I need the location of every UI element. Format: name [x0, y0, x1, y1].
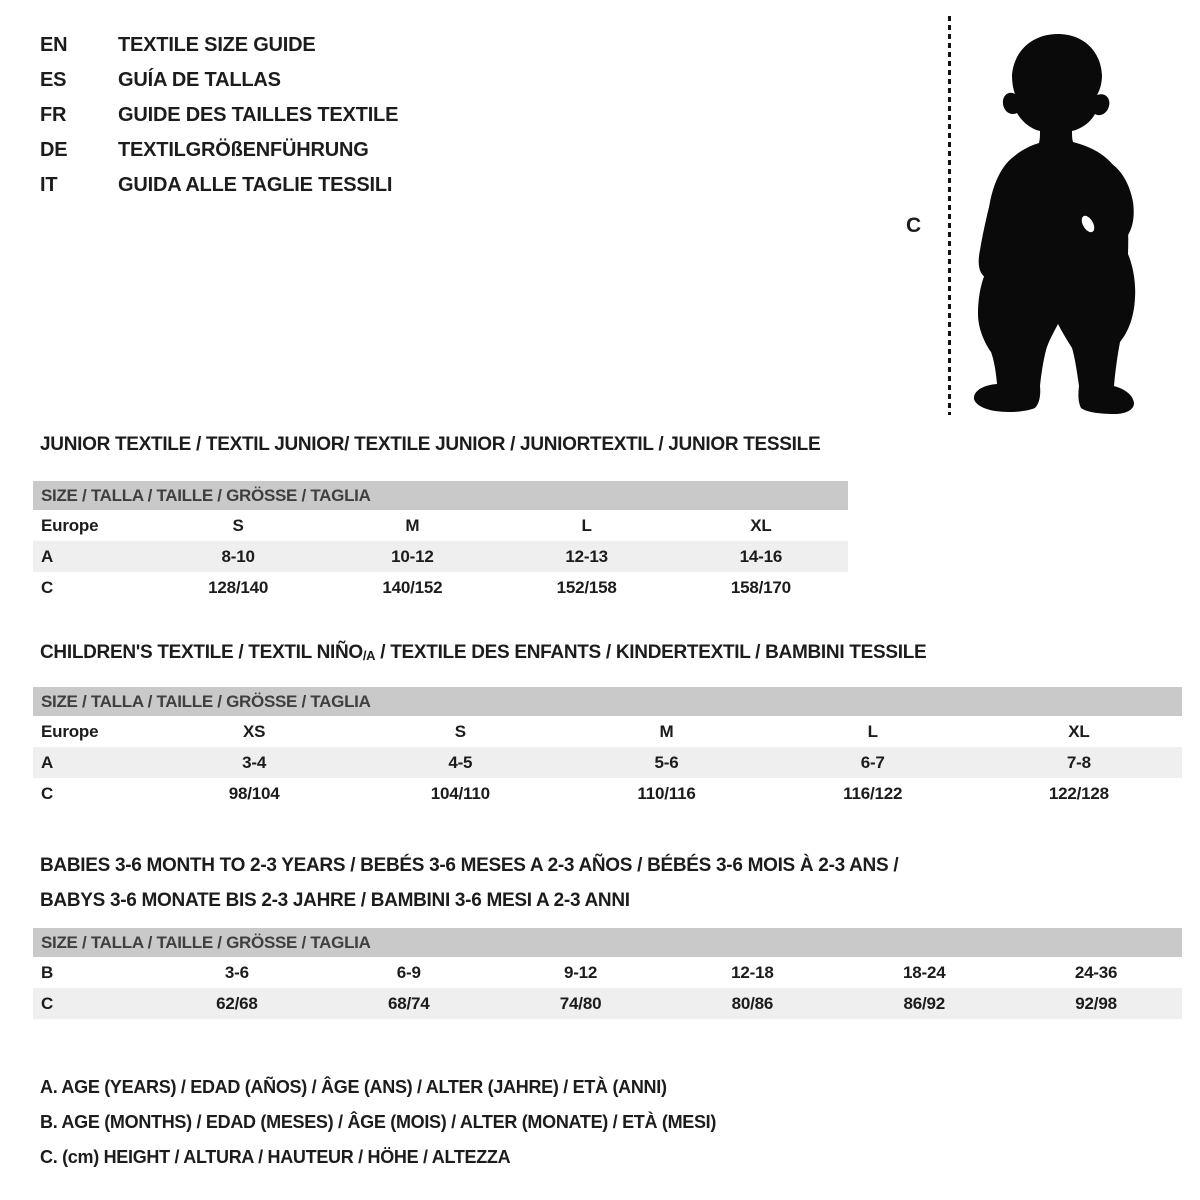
childrens-size-table	[33, 687, 1182, 809]
size-cell: 86/92	[903, 994, 945, 1013]
size-cell: 5-6	[654, 753, 679, 772]
legend-note-c: C. (cm) HEIGHT / ALTURA / HAUTEUR / HÖHE / ALTEZZA	[40, 1147, 511, 1167]
language-title: TEXTILGRÖßENFÜHRUNG	[118, 139, 369, 161]
language-row	[40, 63, 398, 98]
size-cell: 68/74	[387, 994, 430, 1013]
language-title: TEXTILE SIZE GUIDE	[118, 34, 316, 56]
size-cell: 7-8	[1066, 753, 1091, 772]
size-cell: S	[232, 516, 244, 535]
babies-heading-line2: BABYS 3-6 MONATE BIS 2-3 JAHRE / BAMBINI 3-6 MESI A 2-3 ANNI	[40, 890, 630, 911]
table-row	[33, 716, 1182, 747]
language-code: EN	[40, 34, 68, 56]
size-cell: 158/170	[730, 578, 791, 597]
size-cell: 9-12	[563, 963, 598, 982]
babies-heading-line1: BABIES 3-6 MONTH TO 2-3 YEARS / BEBÉS 3-6 MESES A 2-3 AÑOS / BÉBÉS 3-6 MOIS À 2-3 ANS /	[40, 855, 899, 876]
row-label: C	[41, 578, 54, 597]
size-cell: 62/68	[216, 994, 258, 1013]
language-row	[40, 168, 398, 203]
row-label: C	[41, 784, 54, 803]
row-label: A	[41, 547, 54, 566]
size-cell: 98/104	[228, 784, 280, 803]
table-row	[33, 988, 1182, 1019]
size-cell: 8-10	[221, 547, 255, 566]
legend-notes	[40, 1070, 716, 1175]
size-cell: S	[454, 722, 466, 741]
language-title: GUIDA ALLE TAGLIE TESSILI	[118, 174, 393, 196]
row-label: C	[41, 994, 54, 1013]
size-cell: 104/110	[430, 784, 490, 803]
size-cell: L	[867, 722, 878, 741]
language-title: GUÍA DE TALLAS	[118, 69, 281, 91]
table-row	[33, 957, 1182, 988]
size-cell: 3-6	[224, 963, 249, 982]
size-cell: 24-36	[1074, 963, 1118, 982]
size-cell: 122/128	[1048, 784, 1109, 803]
size-cell: 12-13	[565, 547, 608, 566]
language-row	[40, 28, 398, 63]
row-label: A	[41, 753, 54, 772]
size-cell: XS	[242, 722, 266, 741]
size-cell: 116/122	[843, 784, 903, 803]
size-cell: 92/98	[1075, 994, 1117, 1013]
babies-section-heading	[40, 848, 898, 918]
table-row	[33, 510, 848, 541]
size-cell: 110/116	[637, 784, 696, 803]
table-row	[33, 572, 848, 603]
row-label: B	[41, 963, 54, 982]
size-header-band: SIZE / TALLA / TAILLE / GRÖSSE / TAGLIA	[33, 687, 1182, 716]
size-cell: 18-24	[902, 963, 946, 982]
junior-section-heading: JUNIOR TEXTILE / TEXTIL JUNIOR/ TEXTILE JUNIOR / JUNIORTEXTIL / JUNIOR TESSILE	[40, 434, 821, 455]
size-cell: 3-4	[242, 753, 267, 772]
size-cell: 6-7	[860, 753, 885, 772]
childrens-heading-post: / TEXTILE DES ENFANTS / KINDERTEXTIL / BAMBINI TESSILE	[375, 642, 927, 663]
table-row	[33, 778, 1182, 809]
height-measure-label: C	[906, 214, 921, 237]
legend-note-a: A. AGE (YEARS) / EDAD (AÑOS) / ÂGE (ANS) / ALTER (JAHRE) / ETÀ (ANNI)	[40, 1077, 667, 1097]
size-cell: L	[581, 516, 592, 535]
size-cell: XL	[750, 516, 772, 535]
language-code: FR	[40, 104, 67, 126]
language-code: IT	[40, 174, 58, 196]
toddler-silhouette	[962, 18, 1142, 418]
size-cell: 12-18	[731, 963, 774, 982]
size-header-band: SIZE / TALLA / TAILLE / GRÖSSE / TAGLIA	[33, 481, 848, 510]
table-row	[33, 541, 848, 572]
language-code: ES	[40, 69, 67, 91]
row-label: Europe	[41, 722, 99, 741]
size-cell: 140/152	[382, 578, 443, 597]
childrens-heading-subscript: /A	[362, 648, 376, 663]
table-row	[33, 747, 1182, 778]
language-row	[40, 133, 398, 168]
babies-size-table	[33, 928, 1182, 1019]
language-code: DE	[40, 139, 68, 161]
height-dashed-line	[948, 16, 951, 415]
legend-note-b: B. AGE (MONTHS) / EDAD (MESES) / ÂGE (MOIS) / ALTER (MONATE) / ETÀ (MESI)	[40, 1112, 717, 1132]
language-row	[40, 98, 398, 133]
size-cell: 80/86	[731, 994, 774, 1013]
size-cell: 10-12	[391, 547, 434, 566]
language-title: GUIDE DES TAILLES TEXTILE	[118, 104, 399, 126]
language-list	[40, 28, 398, 203]
row-label: Europe	[41, 516, 99, 535]
size-cell: M	[659, 722, 674, 741]
size-header-band: SIZE / TALLA / TAILLE / GRÖSSE / TAGLIA	[33, 928, 1182, 957]
size-cell: 128/140	[208, 578, 269, 597]
childrens-section-heading	[40, 642, 926, 664]
size-cell: 6-9	[396, 963, 421, 982]
size-cell: 74/80	[559, 994, 602, 1013]
size-cell: M	[405, 516, 420, 535]
size-cell: XL	[1068, 722, 1090, 741]
childrens-heading-pre: CHILDREN'S TEXTILE / TEXTIL NIÑO	[40, 642, 363, 663]
size-cell: 14-16	[739, 547, 783, 566]
size-cell: 152/158	[556, 578, 617, 597]
junior-size-table	[33, 481, 848, 603]
size-cell: 4-5	[448, 753, 473, 772]
